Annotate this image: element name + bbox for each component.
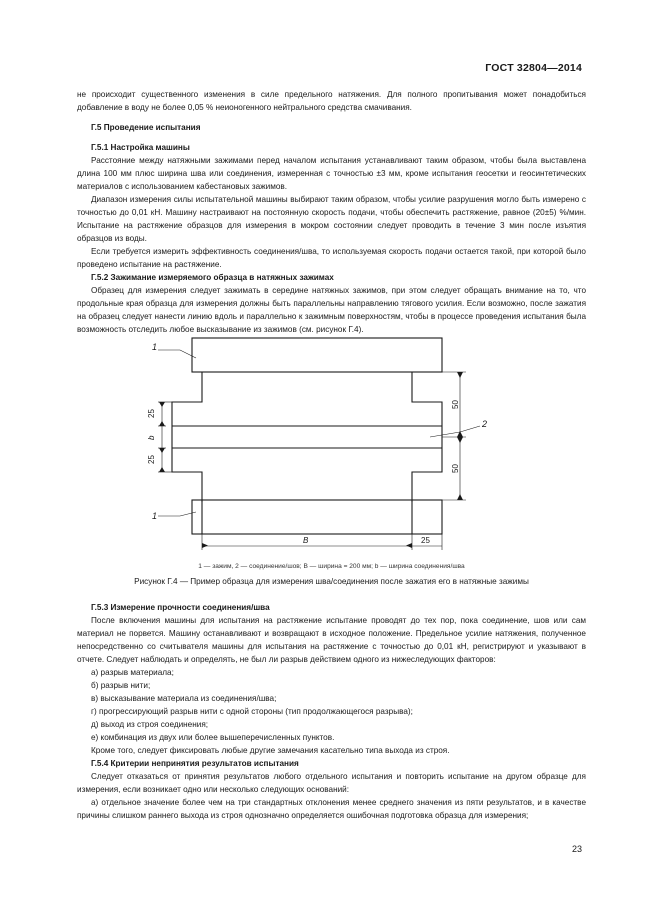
dim-25-right: 25	[421, 536, 430, 545]
page-number: 23	[571, 844, 582, 854]
leader-1-bottom	[158, 512, 196, 516]
dim-25-top: 25	[147, 409, 156, 418]
paragraph-g5-4: Следует отказаться от принятия результатов любого отдельного испытания и повторить испытание на другом образце для измерения, если возникает одно или несколько следующих оснований:	[77, 772, 586, 794]
figure-label-2: 2	[482, 419, 488, 429]
paragraph-g5-4-a: а) отдельное значение более чем на три стандартных отклонения менее среднего значения из пяти результатов, и в качестве причины слишком раннего выхода из строя однозначно определяется ошибочная подготовка образца для измерения;	[77, 798, 586, 820]
dim-B: B	[303, 536, 309, 545]
bottom-clamp	[192, 500, 442, 534]
dim-50-top: 50	[451, 400, 460, 409]
heading-g5-1: Г.5.1 Настройка машины	[91, 143, 190, 152]
dim-50-bottom: 50	[451, 464, 460, 473]
text-block-top	[77, 88, 586, 336]
paragraph-g5-1-range: Диапазон измерения силы испытательной машины выбирают таким образом, чтобы усилие разрушения могло быть измерено с точностью до 0,01 кН. Машину настраивают на постоянную скорость подачи, чтобы обеспечить растяжение, равное (20±5) %/мин. Испытание на растяжение образцов для измерения в мокром состоянии следует проводить в течение 3 мин после изъятия образцов из воды.	[77, 195, 586, 243]
specimen-outline	[172, 372, 442, 502]
heading-g5-4: Г.5.4 Критерии непринятия результатов испытания	[91, 759, 299, 768]
paragraph-g5-3: После включения машины для испытания на растяжение испытание проводят до тех пор, пока соединение, шов или сам материал не порвется. Машину останавливают и возвращают в исходное положение. Предельное усилие натяжения, полученное непосредственно со считывателя машины для испытания на растяжение с точностью до 0,01 кН, регистрируют и указывают в отчете. Следует наблюдать и определять, не был ли разрыв действием одного из нижеследующих факторов:	[77, 616, 586, 664]
list-item: е) комбинация из двух или более вышеперечисленных пунктов.	[91, 733, 335, 742]
document-id: ГОСТ 32804—2014	[485, 62, 582, 74]
paragraph-intro: не происходит существенного изменения в силе предельного натяжения. Для полного пропитывания может понадобиться добавление в воду не более 0,05 % неионогенного нейтрального средства смачивания.	[77, 90, 586, 112]
dim-25-bottom: 25	[147, 455, 156, 464]
heading-g5-3: Г.5.3 Измерение прочности соединения/шва	[91, 603, 270, 612]
heading-g5: Г.5 Проведение испытания	[91, 123, 201, 132]
paragraph-g5-2: Образец для измерения следует зажимать в середине натяжных зажимов, при этом следует обращать внимание на то, что продольные края образца для измерения должны быть параллельны направлению тягового усилия. Если возможно, после зажатия на образец следует нанести линию вдоль и параллельно к зажимным поверхностям, чтобы в процессе проведения испытания была возможность отследить любое высказывание из зажимов (см. рисунок Г.4).	[77, 286, 586, 334]
list-item: д) выход из строя соединения;	[91, 720, 209, 729]
leader-1-top	[158, 350, 196, 358]
list-item: б) разрыв нити;	[91, 681, 151, 690]
heading-g5-2: Г.5.2 Зажимание измеряемого образца в натяжных зажимах	[91, 273, 334, 282]
figure-label-1-bottom: 1	[152, 511, 158, 521]
list-item: а) разрыв материала;	[91, 668, 174, 677]
paragraph-g5-1-distance: Расстояние между натяжными зажимами перед началом испытания устанавливают таким образом, чтобы была выставлена длина 100 мм плюс ширина шва или соединения, измеренная с точностью ±3 мм, кроме испытания геосетки и геосинтетических материалов с использованием кабестановых зажимов.	[77, 156, 586, 191]
paragraph-other-remarks: Кроме того, следует фиксировать любые другие замечания касательно типа выхода из строя.	[91, 746, 450, 755]
leader-2	[430, 426, 480, 437]
figure-g4-drawing	[130, 336, 500, 561]
paragraph-g5-1-efficiency: Если требуется измерить эффективность соединения/шва, то используемая скорость подачи остается такой, при которой было проведено испытание на растяжение.	[77, 247, 586, 269]
top-clamp	[192, 338, 442, 372]
dim-b: b	[147, 435, 156, 440]
factor-list	[77, 666, 586, 744]
text-block-bottom	[77, 601, 586, 822]
figure-label-1-top: 1	[152, 342, 158, 352]
list-item: г) прогрессирующий разрыв нити с одной стороны (тип продолжающегося разрыва);	[91, 707, 413, 716]
figure-legend: 1 — зажим, 2 — соединение/шов; B — ширина = 200 мм; b — ширина соединения/шва	[198, 563, 465, 570]
figure-caption: Рисунок Г.4 — Пример образца для измерения шва/соединения после зажатия его в натяжные зажимы	[134, 577, 529, 586]
list-item: в) высказывание материала из соединения/шва;	[91, 694, 277, 703]
